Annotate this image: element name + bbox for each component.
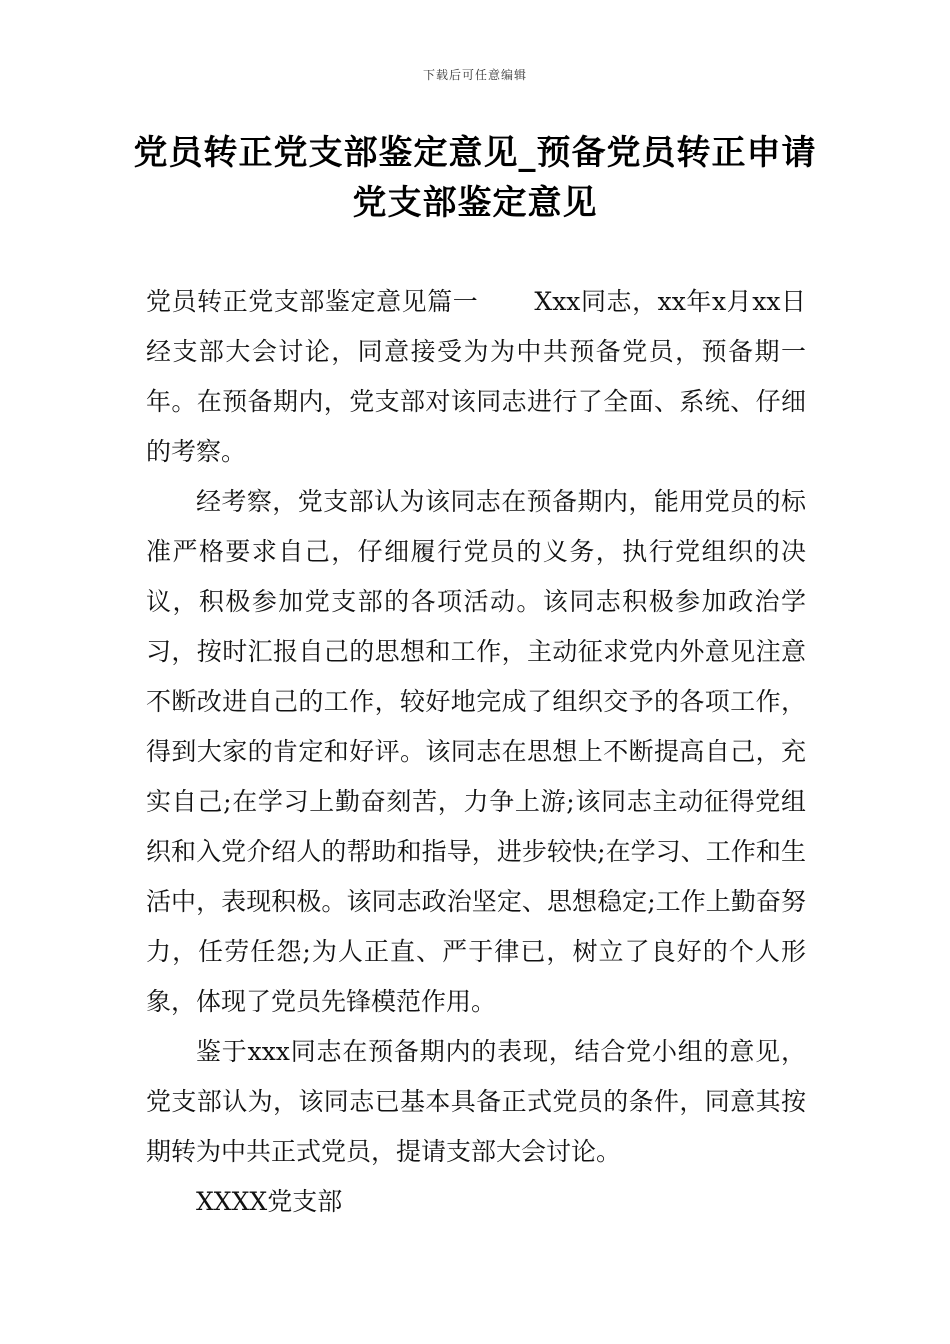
paragraph-1 xyxy=(146,277,806,477)
document-body xyxy=(146,277,806,1227)
document-title: 党员转正党支部鉴定意见_预备党员转正申请党支部鉴定意见 xyxy=(133,133,817,223)
header-note: 下载后可任意编辑 xyxy=(422,68,527,82)
paragraph-3: 鉴于xxx同志在预备期内的表现，结合党小组的意见，党支部认为，该同志已基本具备正式党员的条件，同意其按期转为中共正式党员，提请支部大会讨论。 xyxy=(146,1037,806,1166)
signature-line: XXXX党支部 xyxy=(196,1187,343,1216)
section-heading: 党员转正党支部鉴定意见篇一 xyxy=(146,287,479,316)
paragraph-1-text: Xxx同志，xx年x月xx日经支部大会讨论，同意接受为为中共预备党员，预备期一年。在预备期内，党支部对该同志进行了全面、系统、仔细的考察。 xyxy=(146,287,806,466)
paragraph-2: 经考察，党支部认为该同志在预备期内，能用党员的标准严格要求自己，仔细履行党员的义务，执行党组织的决议，积极参加党支部的各项活动。该同志积极参加政治学习，按时汇报自己的思想和工作，主动征求党内外意见注意不断改进自己的工作，较好地完成了组织交予的各项工作，得到大家的肯定和好评。该同志在思想上不断提高自己，充实自己;在学习上勤奋刻苦，力争上游;该同志主动征得党组织和入党介绍人的帮助和指导，进步较快;在学习、工作和生活中，表现积极。该同志政治坚定、思想稳定;工作上勤奋努力，任劳任怨;为人正直、严于律已，树立了良好的个人形象，体现了党员先锋模范作用。 xyxy=(146,487,806,1016)
